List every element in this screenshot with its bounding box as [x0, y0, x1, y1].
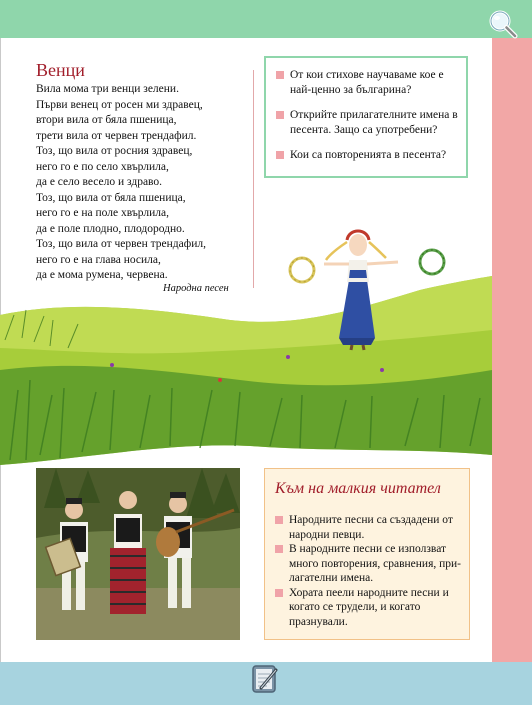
- poem-line: да е мома румена, червена.: [36, 269, 168, 281]
- reader-info-text: Народните песни са създадени от народни певци.: [289, 514, 453, 541]
- notepad-pencil-icon[interactable]: [249, 662, 281, 694]
- folk-musicians-photo: [36, 468, 240, 640]
- reader-box-title: Към на малкия читател: [275, 480, 441, 497]
- poem-line: него го е по село хвърлила,: [36, 160, 169, 173]
- questions-box: [264, 56, 468, 178]
- question-item: [276, 68, 458, 98]
- reader-info-item: [275, 586, 461, 630]
- square-bullet-icon: [276, 111, 284, 119]
- reader-info-item: [275, 542, 461, 586]
- question-text: От кои стихове научаваме кое е най-ценно за българина?: [290, 69, 444, 96]
- square-bullet-icon: [275, 589, 283, 597]
- right-side-strip: [492, 38, 532, 662]
- poem-attribution: Народна песен: [163, 283, 229, 294]
- poem-line: него го е на поле хвърлила,: [36, 207, 170, 219]
- poem-line: Тоз, що вила от червен трендафил,: [36, 238, 206, 250]
- top-bar: [0, 0, 532, 38]
- poem-title: Венци: [36, 60, 85, 81]
- question-text: Кои са повторенията в песента?: [290, 149, 447, 161]
- reader-info-item: [275, 513, 461, 542]
- poem-line: Тоз, що вила от бяла пшеница,: [36, 191, 186, 204]
- square-bullet-icon: [275, 545, 283, 553]
- poem-line: втори вила от бяла пшеница,: [36, 114, 177, 126]
- reader-info-text: В народните песни се използват много повторения, сравнения, при-лагателни имена.: [289, 543, 461, 584]
- poem-line: Първи венец от росен ми здравец,: [36, 98, 203, 111]
- square-bullet-icon: [276, 151, 284, 159]
- poem-line: да е село весело и здраво.: [36, 176, 163, 188]
- magnifier-icon[interactable]: [487, 8, 519, 40]
- poem-line: Тоз, що вила от росния здравец,: [36, 145, 193, 157]
- question-text: Открийте прилагателните имена в песента. Защо са употребени?: [290, 109, 458, 136]
- question-item: [276, 108, 458, 138]
- meadow-girl-illustration: [0, 220, 492, 482]
- square-bullet-icon: [276, 71, 284, 79]
- poem-line: трети вила от червен трендафил.: [36, 129, 197, 142]
- reader-info-box: [264, 468, 470, 640]
- poem-line: него го е на глава носила,: [36, 253, 161, 266]
- square-bullet-icon: [275, 516, 283, 524]
- reader-info-text: Хората пеели народните песни и когато се трудели, и когато празнували.: [289, 586, 449, 628]
- poem-line: Вила мома три венци зелени.: [36, 83, 179, 95]
- question-item: [276, 148, 458, 163]
- poem-line: да е поле плодно, плодородно.: [36, 222, 185, 235]
